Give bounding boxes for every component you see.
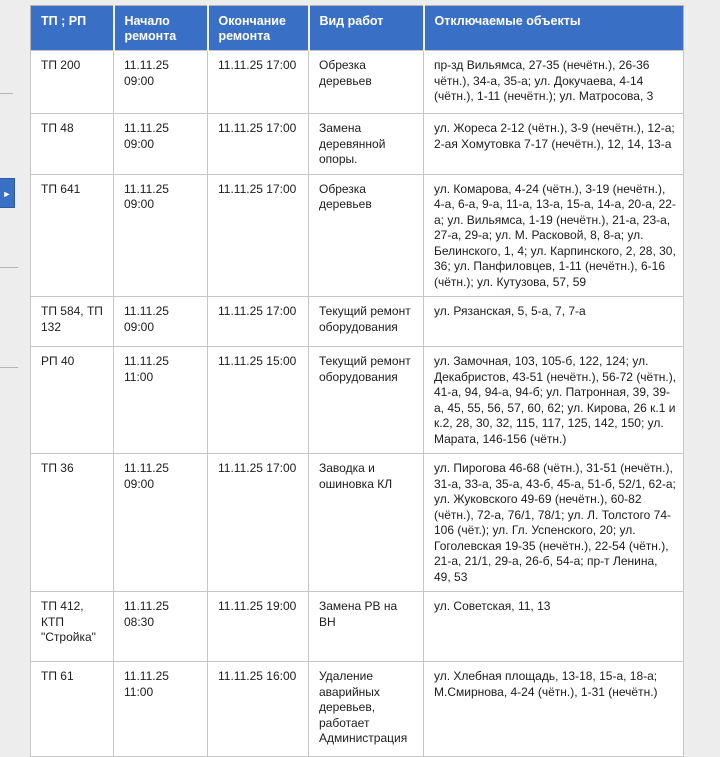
- table-row: [31, 297, 684, 347]
- cell-end: 11.11.25 15:00: [208, 347, 309, 454]
- page-fragment-line: [0, 267, 18, 268]
- cell-objects: ул. Советская, 11, 13: [424, 592, 684, 662]
- cell-start: 11.11.25 11:00: [114, 662, 208, 757]
- cell-start: 11.11.25 09:00: [114, 51, 208, 114]
- cell-tp: ТП 641: [31, 174, 114, 297]
- cell-work: Текущий ремонт оборудования: [309, 297, 424, 347]
- column-header-end: Окончание ремонта: [208, 6, 309, 51]
- cell-objects: ул. Пирогова 46-68 (чётн.), 31-51 (нечётн.), 31-а, 33-а, 35-а, 43-б, 45-а, 51-б, 52/1, 62-а; ул. Жуковского 49-69 (нечётн.), 60-82 (чётн.), 72-а, 76/1, 78/1; ул. Л. Толстого 74-106 (чёт.); ул. Гл. Успенского, 20; ул. Гоголевская 19-35 (нечётн.), 22-54 (чётн.), 21-а, 21/1, 29-а, 26-б, 54-а; пр-т Ленина, 49, 53: [424, 454, 684, 592]
- cell-objects: ул. Рязанская, 5, 5-а, 7, 7-а: [424, 297, 684, 347]
- table-body: [31, 51, 684, 757]
- cell-work: Замена РВ на ВН: [309, 592, 424, 662]
- cell-work: Замена деревянной опоры.: [309, 114, 424, 175]
- column-header-start: Начало ремонта: [114, 6, 208, 51]
- cell-work: Удаление аварийных деревьев, работает Администрация: [309, 662, 424, 757]
- cell-work: Обрезка деревьев: [309, 51, 424, 114]
- cell-start: 11.11.25 09:00: [114, 454, 208, 592]
- expand-arrow-icon: ►: [2, 189, 12, 199]
- table-row: [31, 347, 684, 454]
- cell-tp: ТП 48: [31, 114, 114, 175]
- column-header-tp: ТП ; РП: [31, 6, 114, 51]
- cell-start: 11.11.25 09:00: [114, 174, 208, 297]
- table-row: [31, 662, 684, 757]
- cell-tp: РП 40: [31, 347, 114, 454]
- outage-schedule-container: [30, 5, 684, 757]
- cell-end: 11.11.25 19:00: [208, 592, 309, 662]
- cell-tp: ТП 36: [31, 454, 114, 592]
- header-row: [31, 6, 684, 51]
- cell-objects: ул. Комарова, 4-24 (чётн.), 3-19 (нечётн.), 4-а, 6-а, 9-а, 11-а, 13-а, 15-а, 14-а, 20-а, 22-а; ул. Вильямса, 1-19 (нечётн.), 21-а, 23-а, 27-а, 29-а; ул. М. Расковой, 8, 8-а; ул. Белинского, 1, 4; ул. Карпинского, 2, 28, 30, 36; ул. Панфиловцев, 1-11 (нечётн.), 6-16 (чётн.); ул. Кутузова, 57, 59: [424, 174, 684, 297]
- column-header-objects: Отключаемые объекты: [424, 6, 684, 51]
- cell-end: 11.11.25 17:00: [208, 174, 309, 297]
- cell-objects: ул. Хлебная площадь, 13-18, 15-а, 18-а; М.Смирнова, 4-24 (чётн.), 1-31 (нечётн.): [424, 662, 684, 757]
- outage-schedule-table: [30, 5, 684, 757]
- cell-start: 11.11.25 09:00: [114, 114, 208, 175]
- cell-work: Текущий ремонт оборудования: [309, 347, 424, 454]
- sidebar-toggle-button[interactable]: [0, 178, 15, 208]
- cell-tp: ТП 61: [31, 662, 114, 757]
- cell-end: 11.11.25 17:00: [208, 114, 309, 175]
- table-row: [31, 114, 684, 175]
- table-header: [31, 6, 684, 51]
- table-row: [31, 592, 684, 662]
- cell-end: 11.11.25 17:00: [208, 454, 309, 592]
- cell-start: 11.11.25 09:00: [114, 297, 208, 347]
- page-fragment-line: [0, 93, 13, 94]
- cell-start: 11.11.25 11:00: [114, 347, 208, 454]
- table-row: [31, 51, 684, 114]
- cell-end: 11.11.25 16:00: [208, 662, 309, 757]
- cell-tp: ТП 584, ТП 132: [31, 297, 114, 347]
- cell-objects: ул. Замочная, 103, 105-б, 122, 124; ул. Декабристов, 43-51 (нечётн.), 56-72 (чётн.), 41-а, 94, 94-а, 94-б; ул. Патронная, 39, 39-а, 45, 55, 56, 57, 60, 62; ул. Кирова, 26 к.1 и к.2, 28, 30, 32, 115, 117, 125, 142, 150; ул. Марата, 146-156 (чётн.): [424, 347, 684, 454]
- column-header-work: Вид работ: [309, 6, 424, 51]
- table-row: [31, 454, 684, 592]
- cell-objects: ул. Жореса 2-12 (чётн.), 3-9 (нечётн.), 12-а; 2-ая Хомутовка 7-17 (нечётн.), 12, 14, 13-а: [424, 114, 684, 175]
- cell-end: 11.11.25 17:00: [208, 51, 309, 114]
- cell-tp: ТП 412, КТП "Стройка": [31, 592, 114, 662]
- cell-end: 11.11.25 17:00: [208, 297, 309, 347]
- cell-start: 11.11.25 08:30: [114, 592, 208, 662]
- cell-objects: пр-зд Вильямса, 27-35 (нечётн.), 26-36 чётн.), 34-а, 35-а; ул. Докучаева, 4-14 (чётн.), 1-11 (нечётн.); ул. Матросова, 3: [424, 51, 684, 114]
- cell-work: Заводка и ошиновка КЛ: [309, 454, 424, 592]
- cell-work: Обрезка деревьев: [309, 174, 424, 297]
- cell-tp: ТП 200: [31, 51, 114, 114]
- table-row: [31, 174, 684, 297]
- page-fragment-line: [0, 367, 18, 368]
